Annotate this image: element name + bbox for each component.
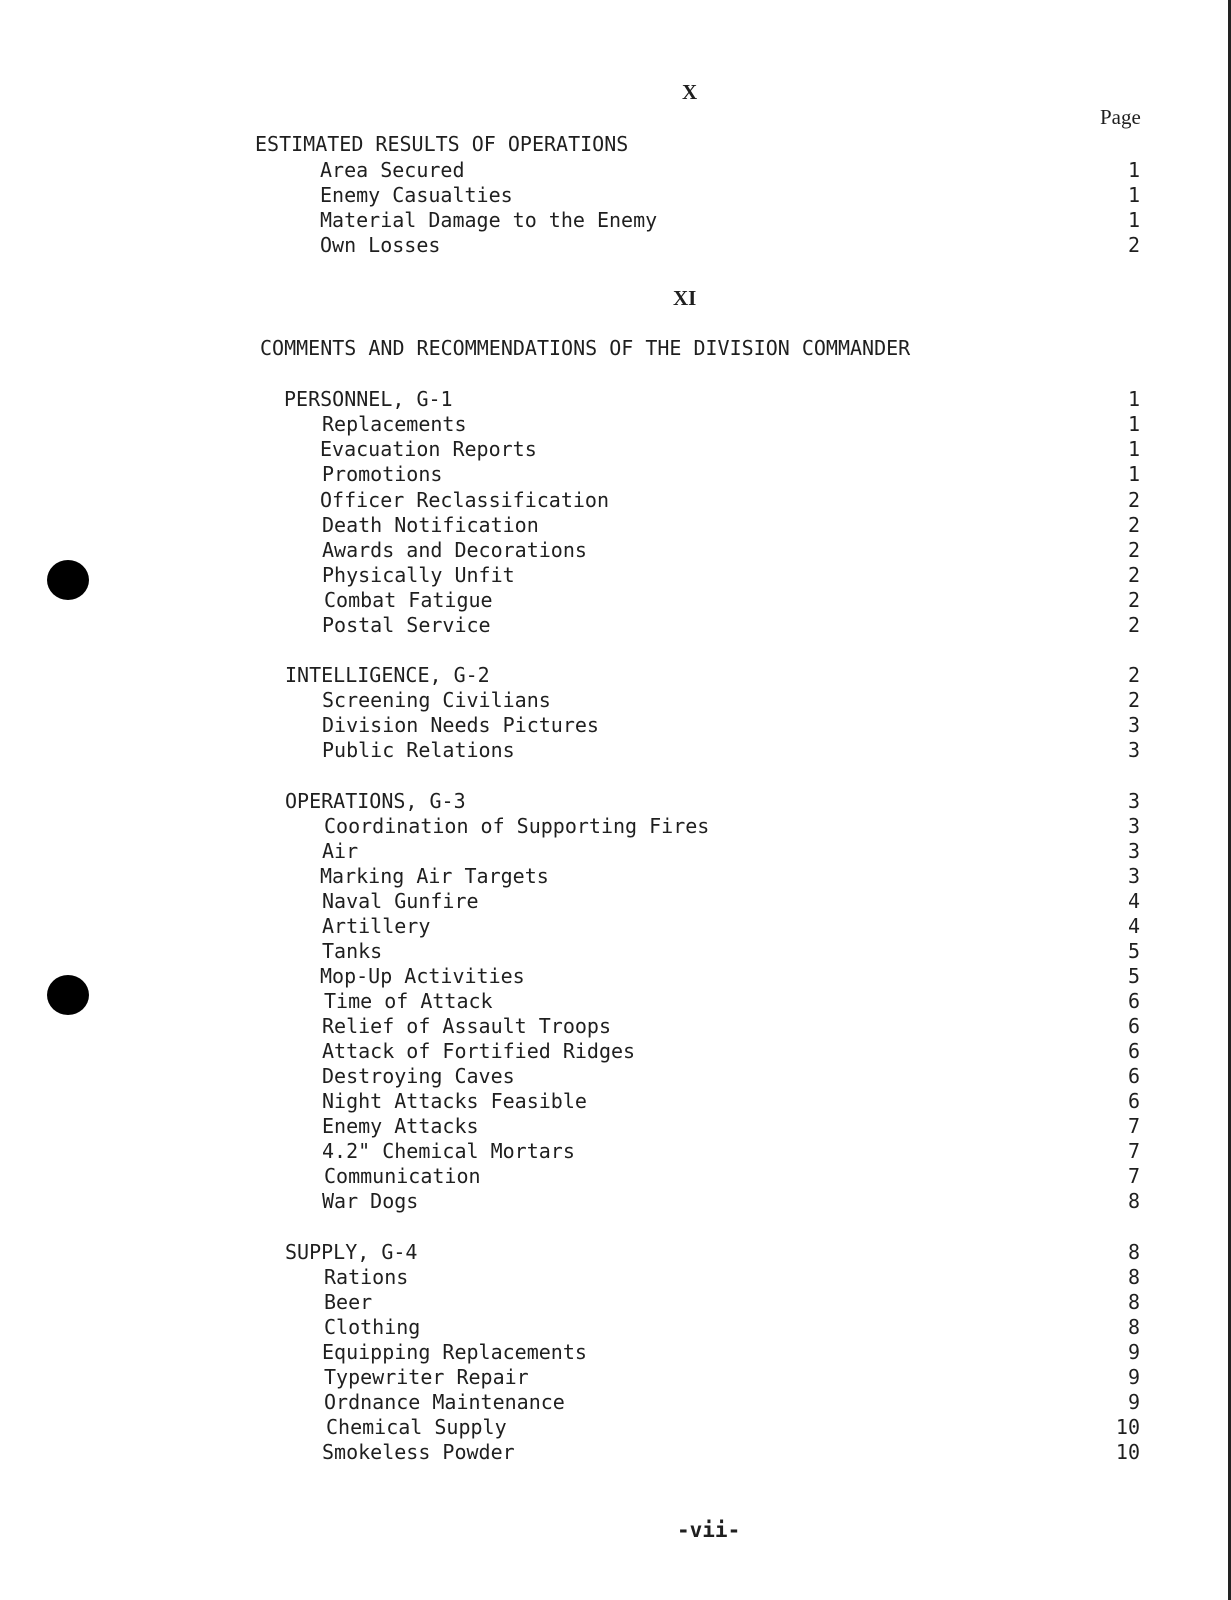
toc-group-page: 2: [1127, 663, 1140, 687]
toc-entry-label: Awards and Decorations: [322, 538, 587, 562]
toc-entry-label: Officer Reclassification: [320, 488, 609, 512]
toc-entry-page: 2: [1127, 233, 1140, 257]
section-heading-xi: COMMENTS AND RECOMMENDATIONS OF THE DIVISION COMMANDER: [260, 336, 911, 360]
toc-entry-page: 2: [1127, 688, 1140, 712]
toc-entry-label: Coordination of Supporting Fires: [324, 814, 710, 838]
toc-group-page: 8: [1127, 1240, 1140, 1264]
toc-entry-page: 6: [1127, 989, 1140, 1013]
toc-group-title: SUPPLY, G-4: [285, 1240, 418, 1264]
toc-entry-label: Typewriter Repair: [324, 1365, 529, 1389]
toc-entry-label: Artillery: [322, 914, 431, 938]
toc-entry-page: 6: [1127, 1039, 1140, 1063]
toc-entry-page: 2: [1127, 588, 1140, 612]
toc-entry-page: 1: [1127, 158, 1140, 182]
toc-entry-label: War Dogs: [322, 1189, 419, 1213]
toc-group-page: 1: [1127, 387, 1140, 411]
toc-entry-page: 4: [1127, 889, 1140, 913]
toc-entry-label: Tanks: [322, 939, 383, 963]
toc-group-page: 3: [1127, 789, 1140, 813]
toc-entry-page: 8: [1127, 1189, 1140, 1213]
toc-entry-page: 1: [1127, 183, 1140, 207]
toc-entry-label: Ordnance Maintenance: [324, 1390, 565, 1414]
toc-entry-label: Replacements: [322, 412, 467, 436]
toc-entry-label: 4.2" Chemical Mortars: [322, 1139, 575, 1163]
toc-entry-page: 3: [1127, 864, 1140, 888]
toc-entry-label: Own Losses: [320, 233, 441, 257]
toc-entry-page: 1: [1127, 437, 1140, 461]
toc-entry-page: 3: [1127, 814, 1140, 838]
toc-entry-label: Marking Air Targets: [320, 864, 549, 888]
toc-entry-label: Rations: [324, 1265, 409, 1289]
section-heading-x: ESTIMATED RESULTS OF OPERATIONS: [255, 132, 629, 156]
toc-entry-label: Division Needs Pictures: [322, 713, 599, 737]
toc-entry-label: Communication: [324, 1164, 481, 1188]
toc-entry-page: 2: [1127, 513, 1140, 537]
toc-entry-label: Enemy Attacks: [322, 1114, 479, 1138]
toc-entry-label: Public Relations: [322, 738, 515, 762]
toc-entry-page: 7: [1127, 1139, 1140, 1163]
toc-entry-page: 10: [1115, 1440, 1140, 1464]
toc-entry-page: 3: [1127, 738, 1140, 762]
toc-group-title: OPERATIONS, G-3: [285, 789, 466, 813]
toc-entry-label: Clothing: [324, 1315, 421, 1339]
toc-entry-label: Death Notification: [322, 513, 539, 537]
toc-entry-label: Evacuation Reports: [320, 437, 537, 461]
toc-entry-label: Promotions: [322, 462, 443, 486]
toc-entry-label: Material Damage to the Enemy: [320, 208, 658, 232]
toc-entry-page: 9: [1127, 1365, 1140, 1389]
toc-entry-label: Enemy Casualties: [320, 183, 513, 207]
toc-entry-label: Beer: [324, 1290, 373, 1314]
toc-entry-label: Mop-Up Activities: [320, 964, 525, 988]
toc-entry-label: Area Secured: [320, 158, 465, 182]
toc-entry-page: 4: [1127, 914, 1140, 938]
toc-entry-page: 5: [1127, 939, 1140, 963]
toc-entry-label: Relief of Assault Troops: [322, 1014, 611, 1038]
toc-entry-label: Attack of Fortified Ridges: [322, 1039, 636, 1063]
toc-entry-page: 8: [1127, 1315, 1140, 1339]
toc-entry-page: 7: [1127, 1164, 1140, 1188]
toc-entry-page: 2: [1127, 613, 1140, 637]
toc-entry-page: 6: [1127, 1089, 1140, 1113]
punch-hole-lower: [47, 975, 89, 1015]
toc-entry-page: 8: [1127, 1290, 1140, 1314]
toc-entry-page: 3: [1127, 839, 1140, 863]
toc-entry-label: Destroying Caves: [322, 1064, 515, 1088]
toc-entry-page: 9: [1127, 1390, 1140, 1414]
toc-entry-page: 1: [1127, 462, 1140, 486]
toc-entry-label: Naval Gunfire: [322, 889, 479, 913]
toc-entry-label: Screening Civilians: [322, 688, 551, 712]
toc-entry-label: Combat Fatigue: [324, 588, 493, 612]
toc-entry-page: 10: [1115, 1415, 1140, 1439]
toc-entry-page: 5: [1127, 964, 1140, 988]
toc-entry-label: Chemical Supply: [326, 1415, 507, 1439]
toc-entry-page: 2: [1127, 538, 1140, 562]
toc-group-title: PERSONNEL, G-1: [284, 387, 453, 411]
toc-entry-page: 6: [1127, 1014, 1140, 1038]
page-column-label: Page: [1100, 105, 1141, 129]
punch-hole-upper: [47, 560, 89, 600]
toc-entry-page: 9: [1127, 1340, 1140, 1364]
toc-entry-label: Equipping Replacements: [322, 1340, 587, 1364]
toc-entry-page: 8: [1127, 1265, 1140, 1289]
toc-entry-label: Air: [322, 839, 359, 863]
toc-entry-label: Smokeless Powder: [322, 1440, 515, 1464]
toc-entry-page: 2: [1127, 563, 1140, 587]
toc-entry-label: Night Attacks Feasible: [322, 1089, 587, 1113]
toc-entry-label: Physically Unfit: [322, 563, 515, 587]
page-number: -vii-: [677, 1518, 741, 1542]
toc-entry-page: 1: [1127, 412, 1140, 436]
toc-entry-label: Time of Attack: [324, 989, 493, 1013]
toc-entry-page: 7: [1127, 1114, 1140, 1138]
toc-group-title: INTELLIGENCE, G-2: [285, 663, 490, 687]
toc-entry-page: 2: [1127, 488, 1140, 512]
section-numeral-x: X: [682, 80, 698, 104]
toc-entry-page: 3: [1127, 713, 1140, 737]
section-numeral-xi: XI: [673, 286, 697, 310]
toc-entry-page: 1: [1127, 208, 1140, 232]
toc-entry-label: Postal Service: [322, 613, 491, 637]
toc-entry-page: 6: [1127, 1064, 1140, 1088]
